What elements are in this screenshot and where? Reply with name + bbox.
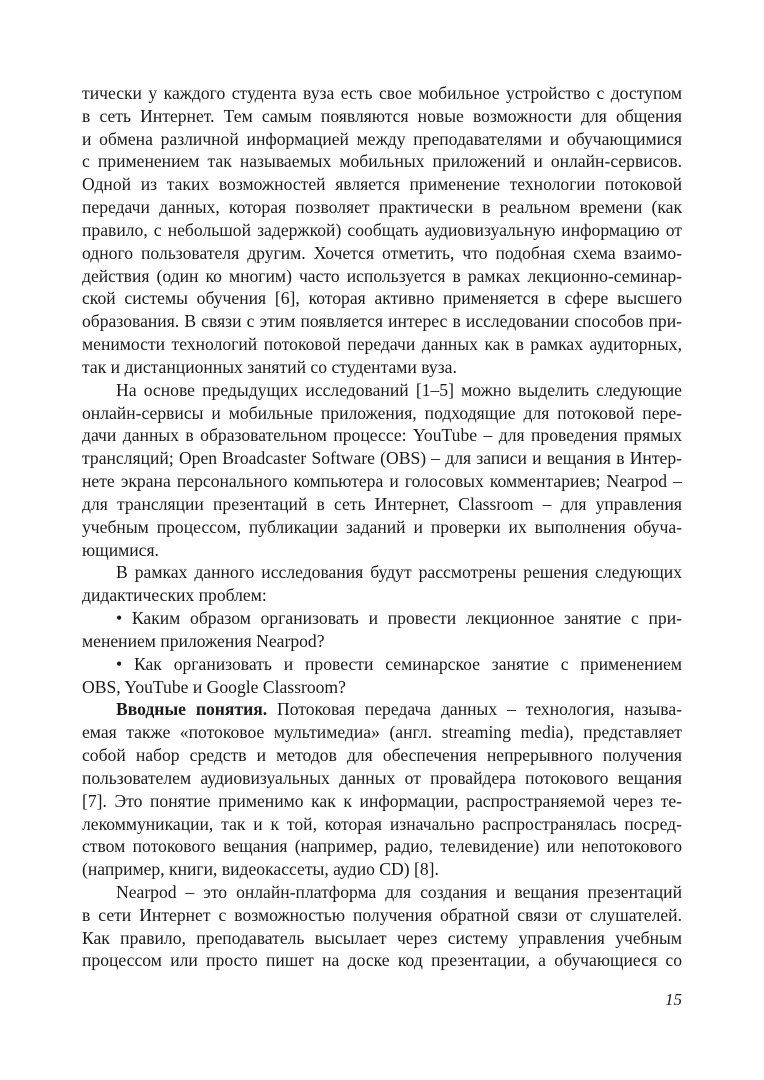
section-heading: Вводные понятия. xyxy=(116,699,268,720)
text-line: образования. В связи с этим появляется интерес в исследовании способов при- xyxy=(82,311,682,332)
text-line: в сети Интернет с возможностью получения обратной связи от слушателей. xyxy=(82,904,682,925)
text-line: собой набор средств и методов для обеспечения непрерывного получения xyxy=(82,745,682,766)
text-line: В рамках данного исследования будут рассмотрены решения следующих xyxy=(116,562,682,583)
page-number: 15 xyxy=(665,990,682,1009)
text-line: дачи данных в образовательном процессе: YouTube – для проведения прямых xyxy=(82,425,682,446)
text-line: трансляций; Open Broadcaster Software (OBS) – для записи и вещания в Интер- xyxy=(82,448,682,469)
bullet-line: • Каким образом организовать и провести лекционное занятие с при- xyxy=(116,608,682,629)
text-line: так и дистанционных занятий со студентами вуза. xyxy=(82,356,457,377)
text-line: правило, с небольшой задержкой) сообщать аудиовизуальную информацию от xyxy=(82,219,682,240)
text-line: ством потокового вещания (например, радио, телевидение) или непотокового xyxy=(82,836,682,857)
text-line: менимости технологий потоковой передачи данных как в рамках аудиторных, xyxy=(82,334,682,355)
text-line: передачи данных, которая позволяет практически в реальном времени (как xyxy=(82,197,682,218)
text-line: и обмена различной информацией между преподавателями и обучающимися xyxy=(82,128,682,149)
text-line: менением приложения Nearpod? xyxy=(82,630,325,651)
text-line: Одной из таких возможностей является применение технологии потоковой xyxy=(82,174,682,195)
text-line: OBS, YouTube и Google Classroom? xyxy=(82,676,346,697)
text-line: Как правило, преподаватель высылает через систему управления учебным xyxy=(82,927,682,948)
text-line: для трансляции презентаций в сеть Интернет, Classroom – для управления xyxy=(82,493,682,514)
text-line: емая также «потоковое мультимедиа» (англ. streaming media), представляет xyxy=(82,722,682,743)
text-line: онлайн-сервисы и мобильные приложения, подходящие для потоковой пере- xyxy=(82,402,682,423)
text-line: нете экрана персонального компьютера и голосовых комментариев; Nearpod – xyxy=(82,471,682,492)
text-line: дидактических проблем: xyxy=(82,585,267,606)
text-line: [7]. Это понятие применимо как к информации, распространяемой через те- xyxy=(82,790,682,811)
text-line: ющимися. xyxy=(82,539,159,560)
text-line: Nearpod – это онлайн-платформа для создания и вещания презентаций xyxy=(116,881,682,902)
text-line: пользователем аудиовизуальных данных от провайдера потокового вещания xyxy=(82,767,682,788)
body-text xyxy=(82,82,682,972)
text-line xyxy=(82,698,682,721)
text-line: На основе предыдущих исследований [1–5] можно выделить следующие xyxy=(116,379,682,400)
text-line: одного пользователя другим. Хочется отметить, что подобная схема взаимо- xyxy=(82,242,682,263)
text-line: в сеть Интернет. Тем самым появляются новые возможности для общения xyxy=(82,105,682,126)
bullet-line: • Как организовать и провести семинарское занятие с применением xyxy=(116,653,682,674)
text-line: тически у каждого студента вуза есть свое мобильное устройство с доступом xyxy=(82,83,682,103)
text-run: Потоковая передача данных – технология, называ- xyxy=(267,699,682,720)
text-line: процессом или просто пишет на доске код презентации, а обучающиеся со xyxy=(82,950,682,971)
text-line: (например, книги, видеокассеты, аудио CD) [8]. xyxy=(82,859,439,880)
text-line: учебным процессом, публикации заданий и проверки их выполнения обуча- xyxy=(82,516,682,537)
text-line: с применением так называемых мобильных приложений и онлайн-сервисов. xyxy=(82,151,682,172)
text-line: действия (один ко многим) часто используется в рамках лекционно-семинар- xyxy=(82,265,682,286)
text-line: ской системы обучения [6], которая активно применяется в сфере высшего xyxy=(82,288,682,309)
text-line: лекоммуникации, так и к той, которая изначально распространялась посред- xyxy=(82,813,682,834)
